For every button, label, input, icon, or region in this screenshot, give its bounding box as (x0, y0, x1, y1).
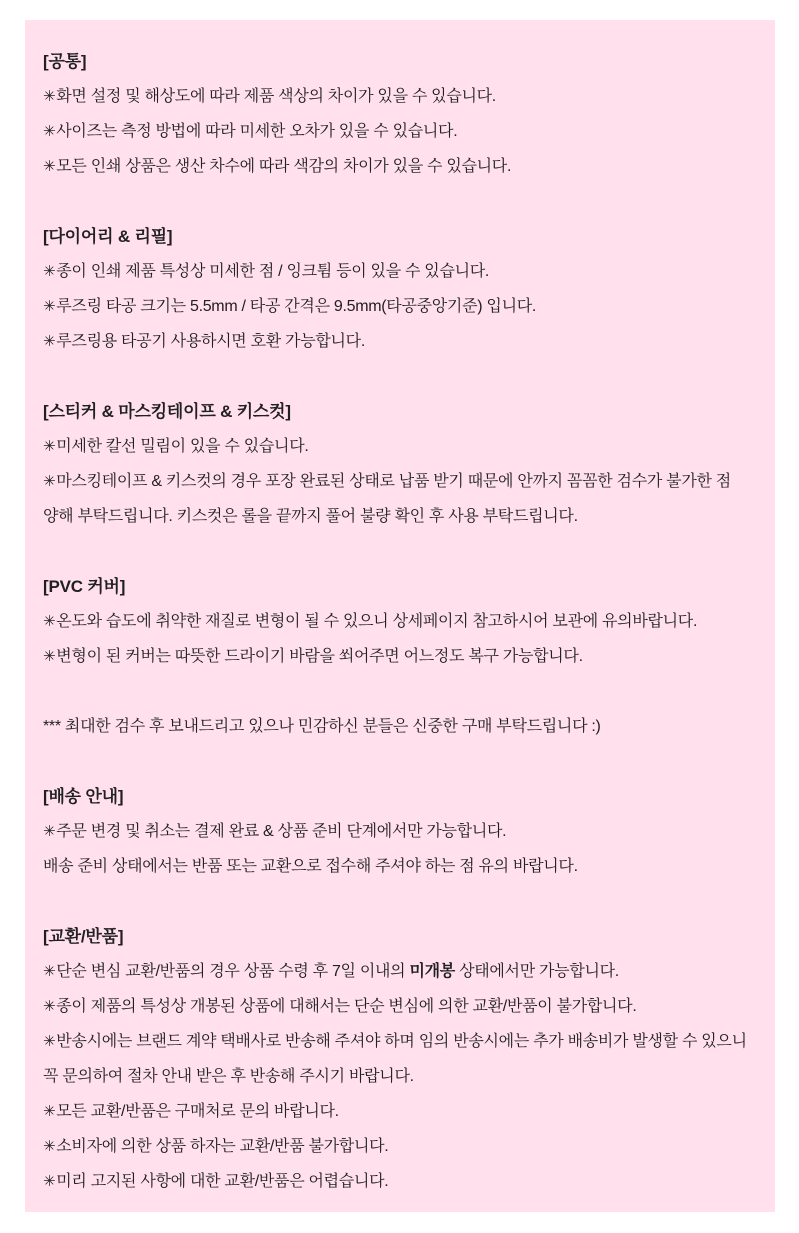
section-heading: [교환/반품] (43, 927, 124, 946)
line-text: 소비자에 의한 상품 하자는 교환/반품 불가합니다. (56, 1138, 389, 1155)
notice-line (43, 429, 757, 464)
notice-section (43, 219, 757, 359)
notice-line (43, 289, 757, 324)
asterisk-bullet-icon: ✳ (43, 648, 56, 665)
emphasis-text: 미개봉 (409, 963, 455, 980)
notice-line (43, 499, 757, 534)
line-text: 미세한 칼선 밀림이 있을 수 있습니다. (56, 438, 309, 455)
asterisk-bullet-icon: ✳ (43, 613, 56, 630)
asterisk-bullet-icon: ✳ (43, 823, 56, 840)
asterisk-bullet-icon: ✳ (43, 998, 56, 1015)
notice-section (43, 394, 757, 534)
notice-line (43, 79, 757, 114)
notice-line (43, 1059, 757, 1094)
section-heading: [스티커 & 마스킹테이프 & 키스컷] (43, 402, 291, 421)
notice-section (43, 919, 757, 1199)
notice-line (43, 1024, 757, 1059)
notice-line (43, 464, 757, 499)
notice-section (43, 44, 757, 184)
line-text: 종이 인쇄 제품 특성상 미세한 점 / 잉크튐 등이 있을 수 있습니다. (56, 263, 490, 280)
line-text: 온도와 습도에 취약한 재질로 변형이 될 수 있으니 상세페이지 참고하시어 보관에 유의바랍니다. (56, 613, 698, 630)
notice-line (43, 709, 757, 744)
notice-panel (25, 20, 775, 1212)
line-text: 상태에서만 가능합니다. (454, 963, 619, 980)
line-text: 단순 변심 교환/반품의 경우 상품 수령 후 7일 이내의 (56, 963, 410, 980)
asterisk-bullet-icon: ✳ (43, 1138, 56, 1155)
asterisk-bullet-icon: ✳ (43, 963, 56, 980)
line-text: 변형이 된 커버는 따뜻한 드라이기 바람을 쐬어주면 어느정도 복구 가능합니다. (56, 648, 583, 665)
line-text: 꼭 문의하여 절차 안내 받은 후 반송해 주시기 바랍니다. (43, 1068, 414, 1085)
notice-line (43, 849, 757, 884)
line-text: 배송 준비 상태에서는 반품 또는 교환으로 접수해 주셔야 하는 점 유의 바랍니다. (43, 858, 578, 875)
asterisk-bullet-icon: ✳ (43, 298, 56, 315)
notice-section (43, 569, 757, 674)
asterisk-bullet-icon: ✳ (43, 123, 56, 140)
sections (43, 44, 757, 1199)
line-text: 반송시에는 브랜드 계약 택배사로 반송해 주셔야 하며 임의 반송시에는 추가 배송비가 발생할 수 있으니 (56, 1033, 747, 1050)
notice-line (43, 1094, 757, 1129)
line-text: 사이즈는 측정 방법에 따라 미세한 오차가 있을 수 있습니다. (56, 123, 458, 140)
notice-line (43, 1164, 757, 1199)
section-heading: [공통] (43, 52, 87, 71)
line-text: 루즈링 타공 크기는 5.5mm / 타공 간격은 9.5mm(타공중앙기준) 입니다. (56, 298, 537, 315)
asterisk-bullet-icon: ✳ (43, 88, 56, 105)
line-text: 마스킹테이프 & 키스컷의 경우 포장 완료된 상태로 납품 받기 때문에 안까지 꼼꼼한 검수가 불가한 점 (56, 473, 731, 490)
notice-line (43, 1129, 757, 1164)
notice-line (43, 814, 757, 849)
line-text: 미리 고지된 사항에 대한 교환/반품은 어렵습니다. (56, 1173, 389, 1190)
section-heading: [다이어리 & 리필] (43, 227, 173, 246)
line-text: 종이 제품의 특성상 개봉된 상품에 대해서는 단순 변심에 의한 교환/반품이 불가합니다. (56, 998, 637, 1015)
line-text: 화면 설정 및 해상도에 따라 제품 색상의 차이가 있을 수 있습니다. (56, 88, 496, 105)
notice-line (43, 149, 757, 184)
notice-line (43, 254, 757, 289)
notice-line (43, 114, 757, 149)
notice-section (43, 779, 757, 884)
section-heading: [배송 안내] (43, 787, 124, 806)
asterisk-bullet-icon: ✳ (43, 1103, 56, 1120)
notice-line (43, 954, 757, 989)
asterisk-bullet-icon: ✳ (43, 438, 56, 455)
line-text: 주문 변경 및 취소는 결제 완료 & 상품 준비 단계에서만 가능합니다. (56, 823, 507, 840)
notice-section (43, 709, 757, 744)
asterisk-bullet-icon: ✳ (43, 263, 56, 280)
notice-line (43, 639, 757, 674)
line-text: 양해 부탁드립니다. 키스컷은 롤을 끝까지 풀어 불량 확인 후 사용 부탁드립니다. (43, 508, 578, 525)
asterisk-bullet-icon: ✳ (43, 1173, 56, 1190)
line-text: 모든 교환/반품은 구매처로 문의 바랍니다. (56, 1103, 339, 1120)
line-text: *** 최대한 검수 후 보내드리고 있으나 민감하신 분들은 신중한 구매 부탁드립니다 :) (43, 718, 601, 735)
notice-line (43, 989, 757, 1024)
asterisk-bullet-icon: ✳ (43, 158, 56, 175)
asterisk-bullet-icon: ✳ (43, 1033, 56, 1050)
asterisk-bullet-icon: ✳ (43, 333, 56, 350)
notice-line (43, 604, 757, 639)
notice-line (43, 324, 757, 359)
line-text: 루즈링용 타공기 사용하시면 호환 가능합니다. (56, 333, 365, 350)
line-text: 모든 인쇄 상품은 생산 차수에 따라 색감의 차이가 있을 수 있습니다. (56, 158, 512, 175)
asterisk-bullet-icon: ✳ (43, 473, 56, 490)
section-heading: [PVC 커버] (43, 577, 126, 596)
